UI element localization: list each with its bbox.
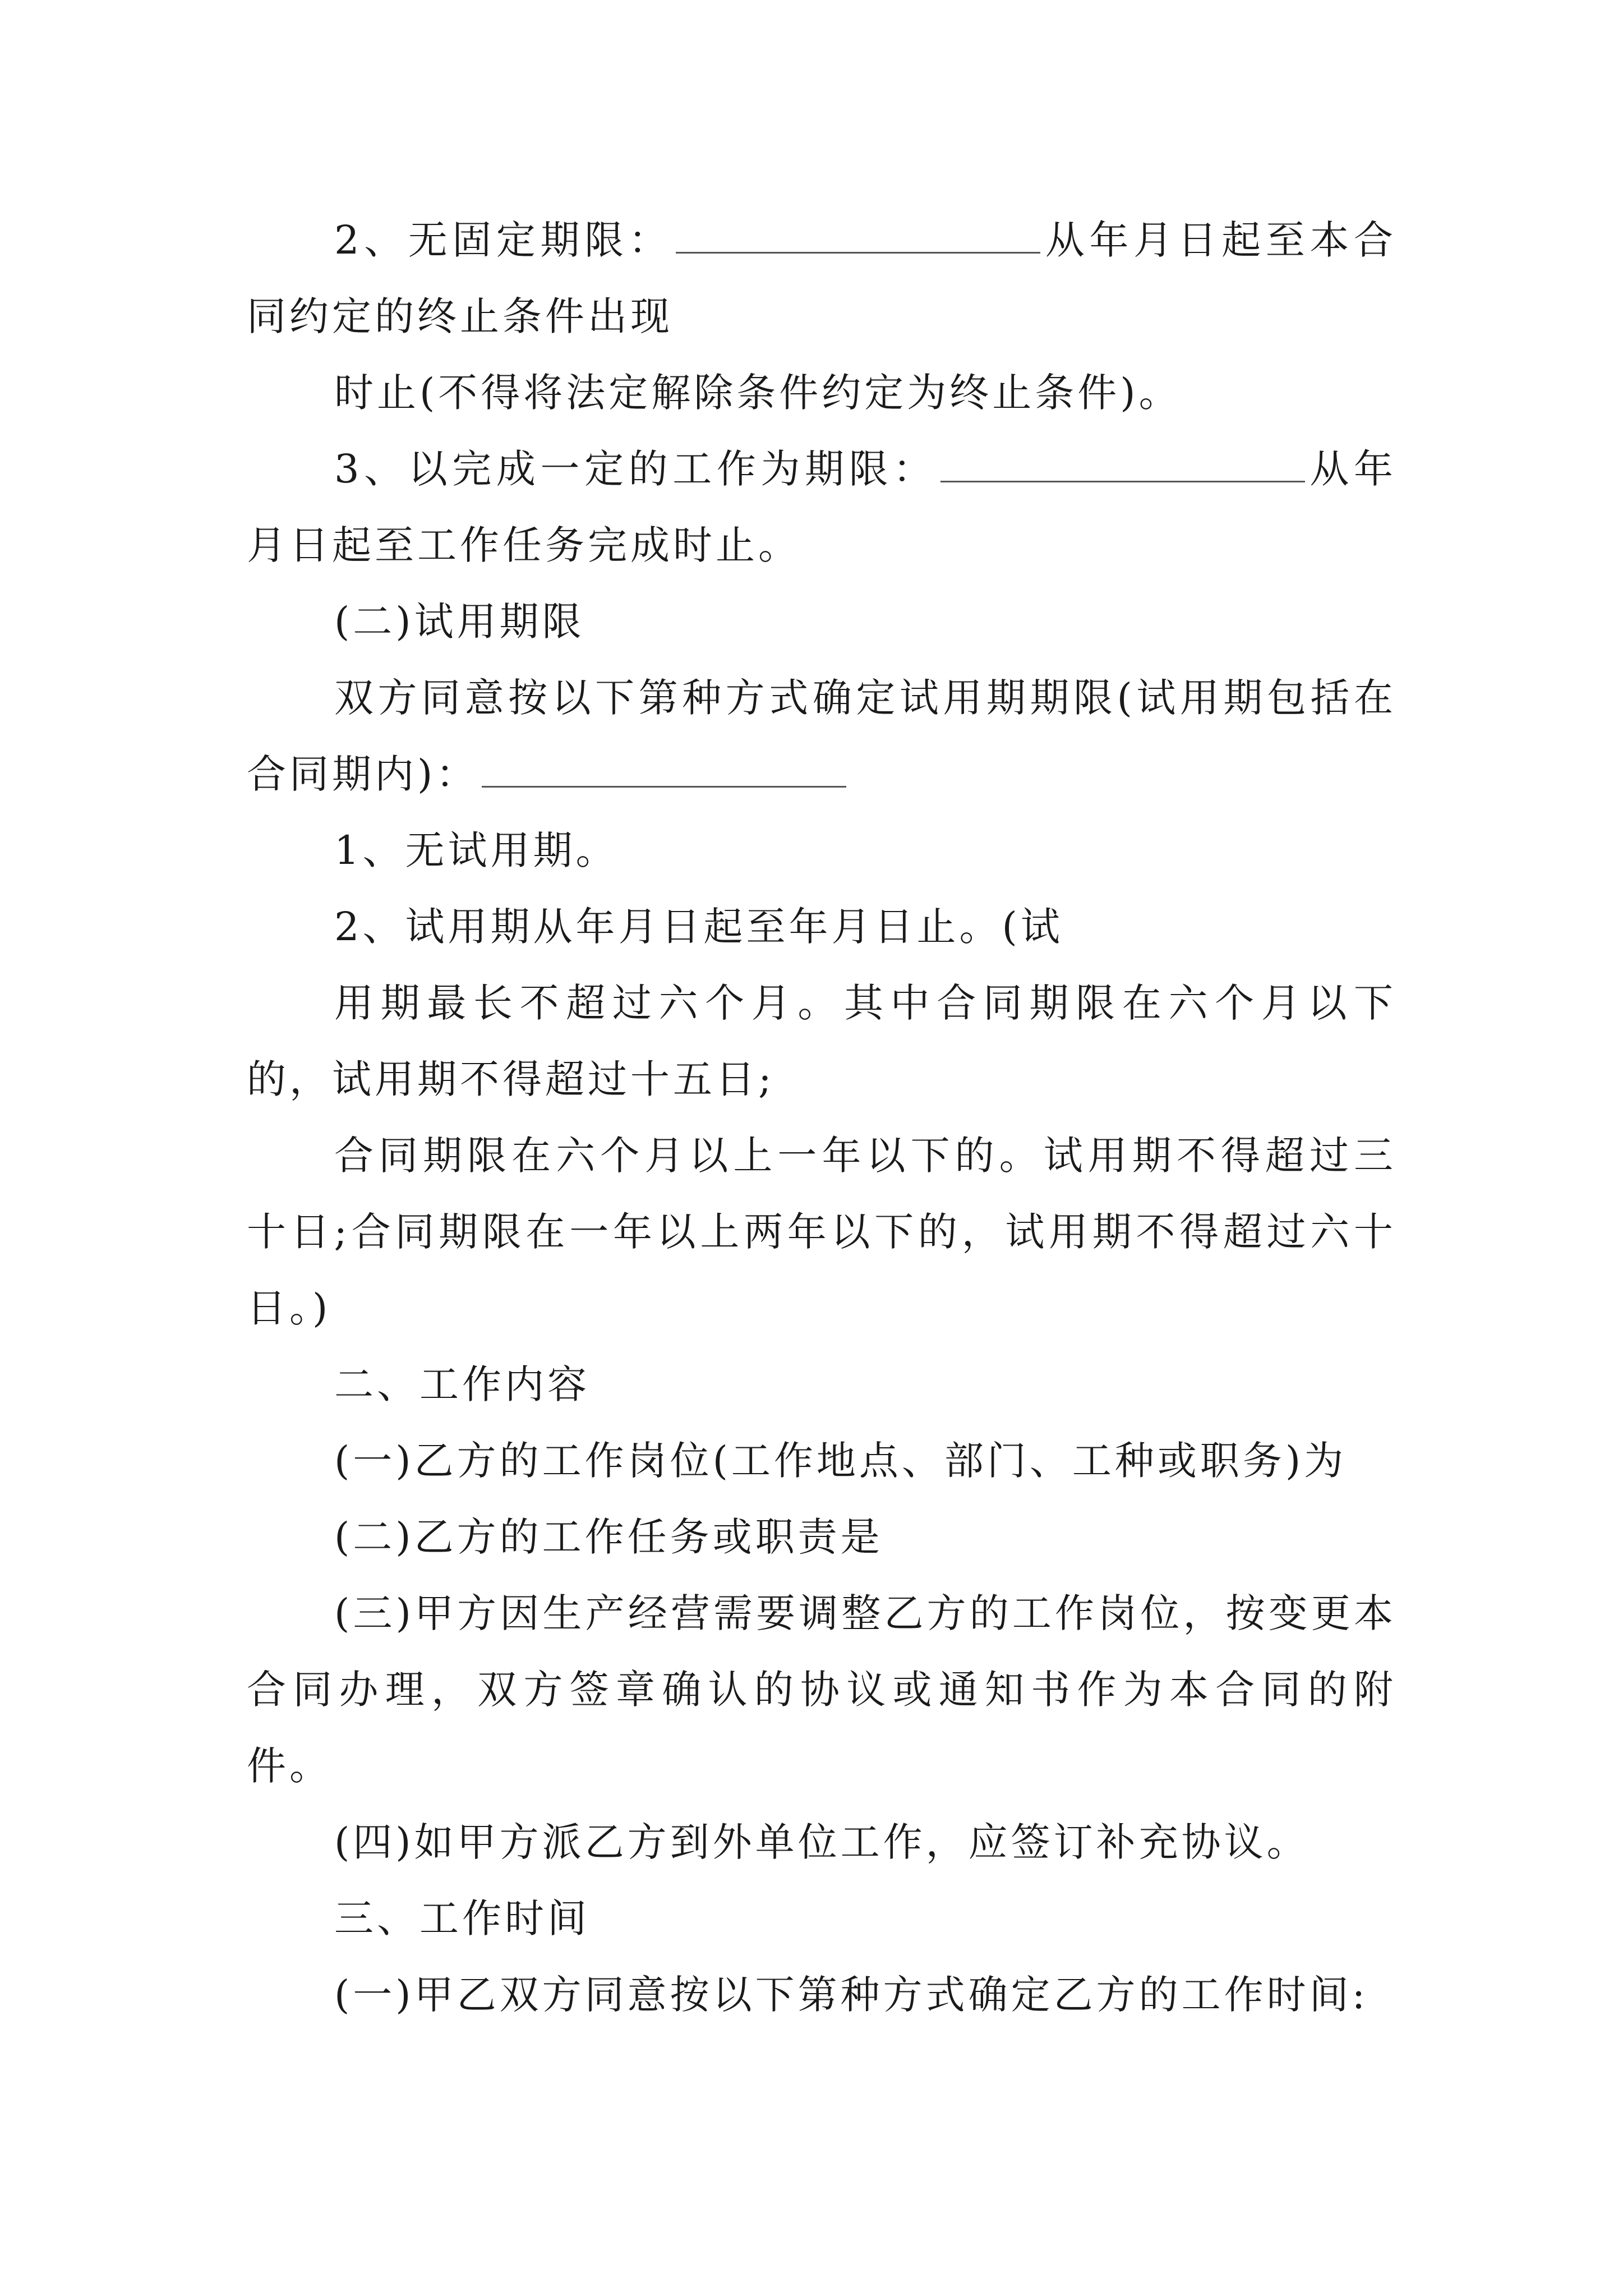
section-heading-work-content xyxy=(247,1346,1396,1423)
paragraph-text: (二)乙方的工作任务或职责是 xyxy=(334,1514,883,1560)
paragraph-work-hours-method xyxy=(247,1957,1396,2033)
paragraph-text: 合同期限在六个月以上一年以下的。试用期不得超过三十日;合同期限在一年以上两年以下的，试用期不得超过六十日。) xyxy=(247,1133,1396,1331)
paragraph-no-probation xyxy=(247,812,1396,889)
paragraph-text: (三)甲方因生产经营需要调整乙方的工作岗位，按变更本合同办理，双方签章确认的协议或通知书作为本合同的附件。 xyxy=(247,1590,1396,1789)
fill-in-blank[interactable] xyxy=(676,217,1040,254)
paragraph-text: 双方同意按以下第种方式确定试用期期限(试用期包括在合同期内)： xyxy=(247,675,1396,797)
paragraph-text: 二、工作内容 xyxy=(334,1361,590,1407)
paragraph-text: (二)试用期限 xyxy=(334,599,585,645)
paragraph-work-duties xyxy=(247,1499,1396,1575)
paragraph-text: 时止(不得将法定解除条件约定为终止条件)。 xyxy=(334,370,1182,416)
paragraph-task-term xyxy=(247,431,1396,583)
paragraph-text: (一)乙方的工作岗位(工作地点、部门、工种或职务)为 xyxy=(334,1438,1347,1484)
paragraph-position-adjustment xyxy=(247,1575,1396,1804)
fill-in-blank[interactable] xyxy=(482,751,846,788)
paragraph-probation-limits xyxy=(247,1117,1396,1346)
section-heading-work-hours xyxy=(247,1880,1396,1957)
paragraph-external-assignment xyxy=(247,1804,1396,1880)
document-body xyxy=(247,202,1396,2033)
paragraph-work-position xyxy=(247,1423,1396,1499)
paragraph-text: (四)如甲方派乙方到外单位工作，应签订补充协议。 xyxy=(334,1819,1310,1865)
paragraph-text: 从年月日起至本合同约定的终止条件出现 xyxy=(247,217,1396,339)
paragraph-probation-period xyxy=(247,889,1396,965)
paragraph-text: (一)甲乙双方同意按以下第种方式确定乙方的工作时间: xyxy=(334,1972,1369,2018)
paragraph-probation-method xyxy=(247,660,1396,812)
paragraph-termination-note xyxy=(247,355,1396,431)
paragraph-text: 3、以完成一定的工作为期限： xyxy=(334,446,937,492)
section-heading-probation xyxy=(247,583,1396,660)
paragraph-text: 从年月日起至工作任务完成时止。 xyxy=(247,446,1396,568)
paragraph-text: 三、工作时间 xyxy=(334,1895,590,1941)
paragraph-text: 2、无固定期限： xyxy=(334,217,673,263)
paragraph-probation-max xyxy=(247,965,1396,1117)
fill-in-blank[interactable] xyxy=(940,446,1305,482)
paragraph-text: 1、无试用期。 xyxy=(334,827,619,873)
paragraph-indefinite-term xyxy=(247,202,1396,355)
paragraph-text: 2、试用期从年月日起至年月日止。(试 xyxy=(334,904,1063,950)
paragraph-text: 用期最长不超过六个月。其中合同期限在六个月以下的，试用期不得超过十五日; xyxy=(247,980,1396,1102)
